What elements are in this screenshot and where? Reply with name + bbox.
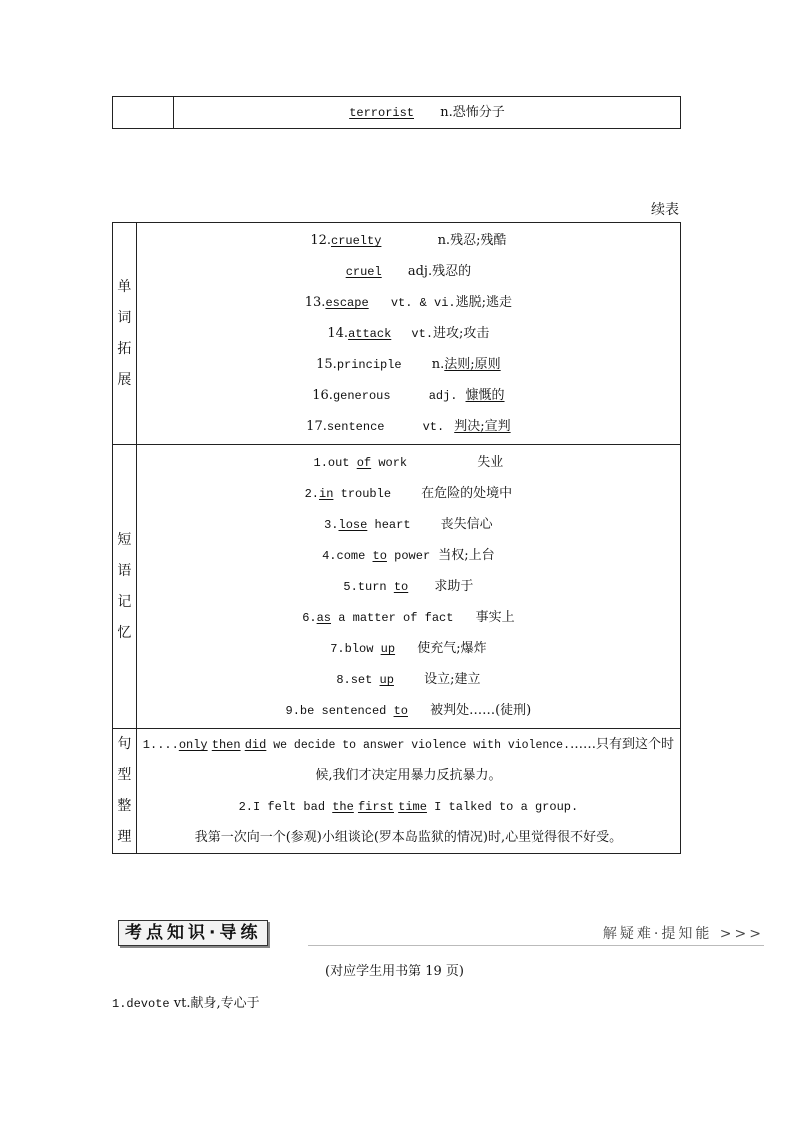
- sentence-1-line-2: 候,我们才决定用暴力反抗暴力。: [315, 768, 502, 783]
- phrase-item: 9.be sentenced to 被判处……(徒刑): [285, 703, 532, 718]
- phrases-section-content: [136, 445, 680, 729]
- word-item: 17.sentence vt. 判决;宣判: [306, 419, 511, 434]
- section-banner: [118, 918, 764, 948]
- top-meaning: n.恐怖分子: [440, 105, 505, 120]
- knowledge-item-1: 1.devote vt.献身,专心于: [112, 996, 260, 1011]
- continued-label: 续表: [651, 202, 679, 218]
- phrase-item: 3.lose heart 丧失信心: [324, 517, 493, 532]
- word-item: 16.generous adj. 慷慨的: [312, 388, 505, 403]
- phrase-item: 6.as a matter of fact 事实上: [302, 610, 515, 625]
- top-table-content: [174, 97, 681, 129]
- phrases-section-label: 短 语 记 忆: [113, 445, 137, 729]
- sentences-section: [113, 729, 681, 854]
- phrases-section: [113, 445, 681, 729]
- words-section-content: [136, 223, 680, 445]
- sentences-section-label: 句 型 整 理: [113, 729, 137, 854]
- banner-rule: [308, 945, 764, 946]
- top-table-label-cell: [113, 97, 174, 129]
- sentence-2-line-2: 我第一次向一个(参观)小组谈论(罗本岛监狱的情况)时,心里觉得很不好受。: [194, 830, 623, 845]
- words-section-label: 单 词 拓 展: [113, 223, 137, 445]
- phrase-item: 2.in trouble 在危险的处境中: [304, 486, 513, 501]
- sentence-2-line-1: 2.I felt bad the first time I talked to a group.: [238, 800, 579, 814]
- top-table: [112, 96, 681, 129]
- sentences-section-content: [136, 729, 680, 854]
- word-item: 13.escape vt. & vi.逃脱;逃走: [304, 295, 513, 310]
- phrase-item: 4.come to power 当权;上台: [322, 548, 495, 563]
- top-word: terrorist: [349, 106, 414, 120]
- word-item: cruel adj.残忍的: [345, 264, 472, 279]
- phrase-item: 8.set up 设立;建立: [336, 672, 481, 687]
- vocabulary-table: [112, 222, 681, 854]
- page-reference: (对应学生用书第 19 页): [325, 964, 464, 979]
- word-item: 14.attack vt.进攻;攻击: [327, 326, 490, 341]
- word-item: 12.cruelty n.残忍;残酷: [310, 233, 507, 248]
- words-section: [113, 223, 681, 445]
- word-item: 15.principle n.法则;原则: [316, 357, 501, 372]
- banner-title: 考点知识·导练: [118, 920, 268, 946]
- sentence-1-line-1: 1....only then did we decide to answer violence with violence.……只有到这个时: [142, 737, 674, 752]
- banner-subtitle: 解疑难·提知能 >>>: [602, 926, 764, 942]
- phrase-item: 1.out of work 失业: [313, 455, 504, 470]
- phrase-item: 7.blow up 使充气;爆炸: [330, 641, 487, 656]
- phrase-item: 5.turn to 求助于: [343, 579, 474, 594]
